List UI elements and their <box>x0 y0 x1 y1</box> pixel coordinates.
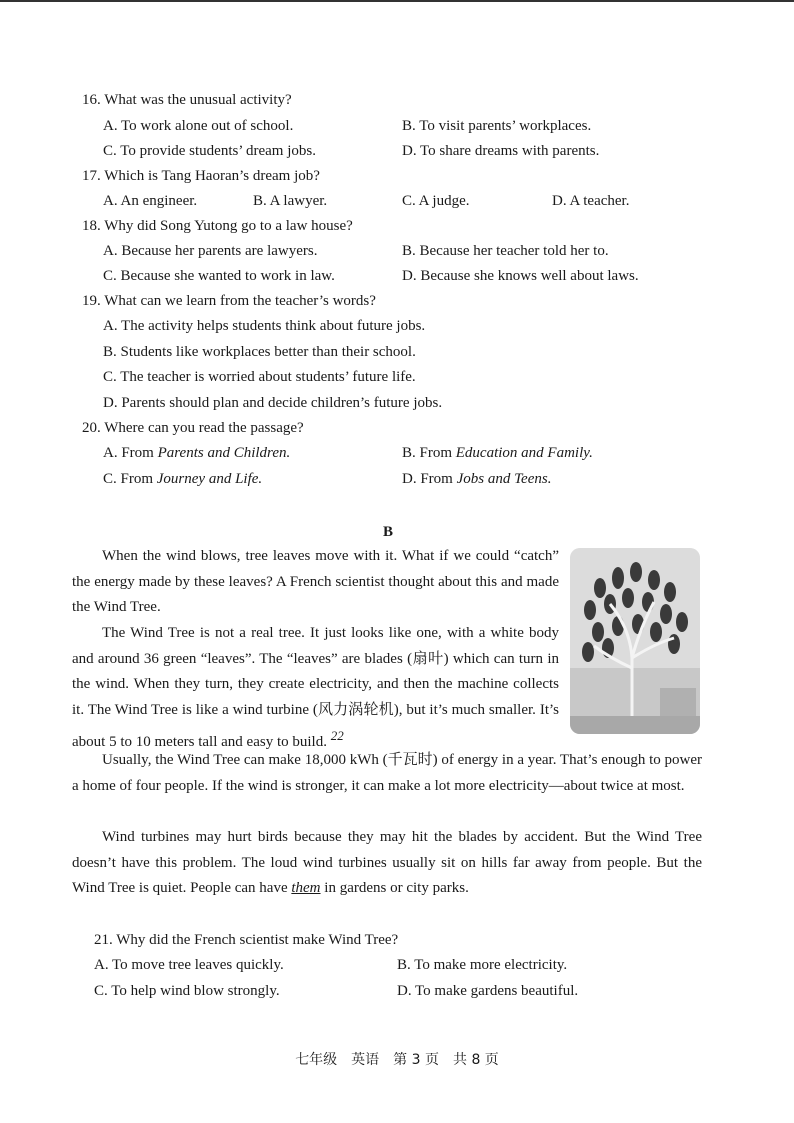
q17-option-a: A. An engineer. <box>103 193 198 209</box>
passage-paragraph-4 <box>72 825 702 902</box>
q16-option-d: D. To share dreams with parents. <box>402 143 600 159</box>
q17-option-d: D. A teacher. <box>552 193 630 209</box>
q20-option-b <box>402 441 593 467</box>
q20-c-label: C. From <box>103 471 157 487</box>
q20-a-title: Parents and Children. <box>157 445 291 461</box>
q20-a-label: A. From <box>103 445 158 461</box>
q20-d-label: D. From <box>402 471 457 487</box>
handwritten-note: 22 <box>330 728 344 743</box>
section-b-title: B <box>383 524 394 540</box>
wind-tree-illustration <box>570 548 700 734</box>
q18-option-d: D. Because she knows well about laws. <box>402 268 639 284</box>
q21-option-a: A. To move tree leaves quickly. <box>94 957 284 973</box>
question-16-stem: 16. What was the unusual activity? <box>82 92 292 108</box>
q18-option-c: C. Because she wanted to work in law. <box>103 268 335 284</box>
q18-option-b: B. Because her teacher told her to. <box>402 243 609 259</box>
q18-option-a: A. Because her parents are lawyers. <box>103 243 318 259</box>
question-17-stem: 17. Which is Tang Haoran’s dream job? <box>82 168 320 184</box>
passage-paragraph-4-text: Wind turbines may hurt birds because they may hit the blades by accident. But the Wind Tree doesn’t have this problem. The loud wind turbines usually sit on hills far away from people. But the Wind Tree is quiet. People can have <box>72 829 702 896</box>
q16-option-a: A. To work alone out of school. <box>103 118 294 134</box>
q21-option-c: C. To help wind blow strongly. <box>94 983 280 999</box>
passage-paragraph-4-end: in gardens or city parks. <box>324 880 469 896</box>
q17-option-b: B. A lawyer. <box>253 193 328 209</box>
q20-option-d <box>402 467 551 493</box>
page-footer: 七年级 英语 第 3 页 共 8 页 <box>295 1052 499 1068</box>
q16-option-c: C. To provide students’ dream jobs. <box>103 143 316 159</box>
q20-b-label: B. From <box>402 445 456 461</box>
q20-option-a <box>103 441 290 467</box>
question-20-stem: 20. Where can you read the passage? <box>82 420 304 436</box>
q19-option-b: B. Students like workplaces better than their school. <box>103 344 416 360</box>
q17-option-c: C. A judge. <box>402 193 470 209</box>
q20-option-c <box>103 467 262 493</box>
q21-option-d: D. To make gardens beautiful. <box>397 983 579 999</box>
passage-paragraph-3: Usually, the Wind Tree can make 18,000 kWh (千瓦时) of energy in a year. That’s enough to power a home of four people. If the wind is stronger, it can make a lot more electricity—about twice at most. <box>72 752 702 794</box>
question-19-stem: 19. What can we learn from the teacher’s words? <box>82 293 376 309</box>
passage-paragraph-2 <box>72 621 559 756</box>
wind-tree-photo <box>570 548 700 734</box>
passage-paragraph-1: When the wind blows, tree leaves move with it. What if we could “catch” the energy made by these leaves? A French scientist thought about this and made the Wind Tree. <box>72 548 559 615</box>
q19-option-c: C. The teacher is worried about students’ future life. <box>103 369 416 385</box>
q19-option-a: A. The activity helps students think about future jobs. <box>103 318 426 334</box>
q20-b-title: Education and Family. <box>455 445 593 461</box>
top-border <box>0 0 794 2</box>
underlined-word-them: them <box>291 880 321 896</box>
question-21-stem: 21. Why did the French scientist make Wind Tree? <box>94 932 399 948</box>
q20-d-title: Jobs and Teens. <box>456 471 552 487</box>
q21-option-b: B. To make more electricity. <box>397 957 568 973</box>
passage-paragraph-2-text: The Wind Tree is not a real tree. It just looks like one, with a white body and around 36 green “leaves”. The “leaves” are blades (扇叶) which can turn in the wind. When they turn, they create electricity, and then the machine collects it. The Wind Tree is like a wind turbine (风力涡轮机), but it’s much smaller. It’s about 5 to 10 meters tall and easy to build. <box>72 625 559 750</box>
q19-option-d: D. Parents should plan and decide children’s future jobs. <box>103 395 443 411</box>
q20-c-title: Journey and Life. <box>156 471 263 487</box>
question-18-stem: 18. Why did Song Yutong go to a law house? <box>82 218 353 234</box>
q16-option-b: B. To visit parents’ workplaces. <box>402 118 592 134</box>
